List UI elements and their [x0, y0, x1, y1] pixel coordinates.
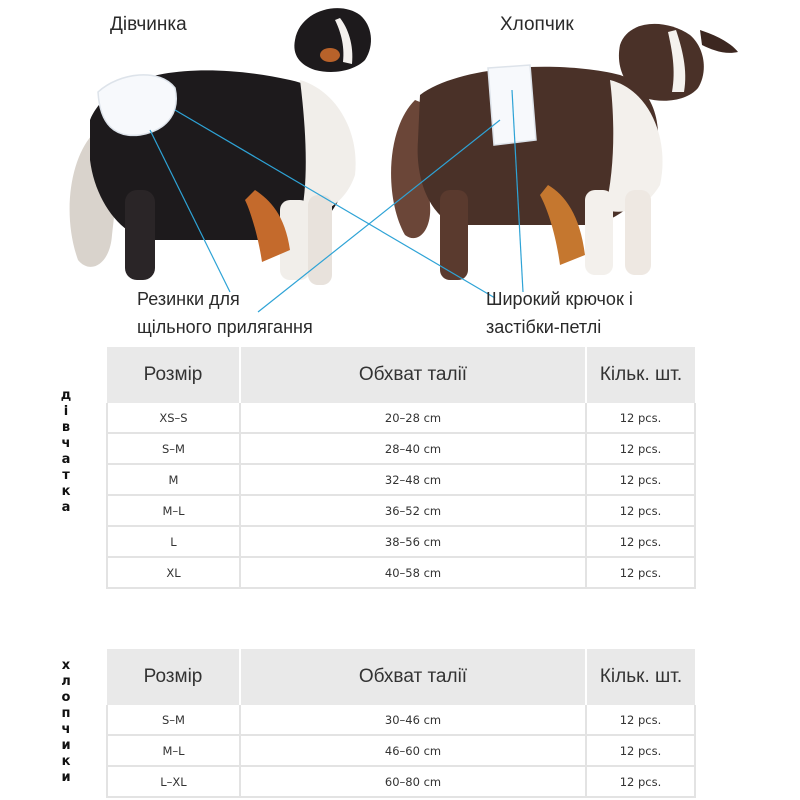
quantity-cell: 12 pcs.	[586, 766, 695, 797]
waist-cell: 28–40 cm	[240, 433, 586, 464]
size-cell: L–XL	[107, 766, 240, 797]
table-row	[107, 766, 695, 797]
quantity-cell: 12 pcs.	[586, 705, 695, 735]
male-dog-ear	[700, 30, 738, 53]
waist-cell: 32–48 cm	[240, 464, 586, 495]
quantity-cell: 12 pcs.	[586, 464, 695, 495]
side-label-letter: т	[62, 468, 70, 483]
quantity-cell: 12 pcs.	[586, 433, 695, 464]
table-row	[107, 495, 695, 526]
table-header-row	[107, 649, 695, 705]
female-size-table	[106, 347, 696, 589]
hook-feature-line: застібки-петлі	[486, 317, 602, 337]
size-cell: M	[107, 464, 240, 495]
side-label-letter: д	[60, 388, 72, 403]
hook-feature-line: Широкий крючок і	[486, 289, 633, 309]
female-dog-cheek	[320, 48, 340, 62]
table-header-row	[107, 347, 695, 403]
elastic-feature-line: щільного прилягання	[137, 317, 313, 337]
side-label-letter: а	[61, 500, 71, 515]
quantity-cell: 12 pcs.	[586, 495, 695, 526]
size-cell: L	[107, 526, 240, 557]
male-size-table	[106, 649, 696, 798]
female-dog-head	[294, 8, 371, 72]
table-row	[107, 526, 695, 557]
hook-feature-label	[486, 285, 633, 341]
male-dog-leg-front2	[625, 190, 651, 275]
male-dog-image	[391, 24, 738, 280]
side-label-letter: п	[61, 706, 71, 721]
female-side-label	[58, 388, 74, 516]
waist-cell: 20–28 cm	[240, 403, 586, 433]
male-dog-leg-back	[440, 190, 468, 280]
column-header-quantity: Кільк. шт.	[586, 347, 695, 403]
female-caption: Дівчинка	[110, 14, 187, 35]
waist-cell: 30–46 cm	[240, 705, 586, 735]
size-cell: S–M	[107, 705, 240, 735]
elastic-feature-label	[137, 285, 313, 341]
table-row	[107, 705, 695, 735]
male-dog-diaper-band	[488, 65, 536, 145]
size-cell: S–M	[107, 433, 240, 464]
column-header-size: Розмір	[107, 649, 240, 705]
column-header-waist: Обхват талії	[240, 649, 586, 705]
side-label-letter: л	[61, 674, 71, 689]
column-header-quantity: Кільк. шт.	[586, 649, 695, 705]
quantity-cell: 12 pcs.	[586, 557, 695, 588]
side-label-letter: и	[61, 770, 71, 785]
male-caption: Хлопчик	[500, 14, 574, 35]
waist-cell: 38–56 cm	[240, 526, 586, 557]
column-header-size: Розмір	[107, 347, 240, 403]
side-label-letter: и	[61, 738, 71, 753]
female-dog-leg-front2	[308, 195, 332, 285]
side-label-letter: в	[61, 420, 71, 435]
side-label-letter: ч	[61, 436, 71, 451]
size-cell: XL	[107, 557, 240, 588]
quantity-cell: 12 pcs.	[586, 403, 695, 433]
side-label-letter: ч	[61, 722, 71, 737]
side-label-letter: х	[61, 658, 71, 673]
female-dog-image	[70, 8, 371, 285]
table-row	[107, 464, 695, 495]
waist-cell: 36–52 cm	[240, 495, 586, 526]
waist-cell: 60–80 cm	[240, 766, 586, 797]
column-header-waist: Обхват талії	[240, 347, 586, 403]
male-side-label	[58, 658, 74, 786]
elastic-feature-line: Резинки для	[137, 289, 240, 309]
side-label-letter: к	[61, 754, 71, 769]
waist-cell: 40–58 cm	[240, 557, 586, 588]
size-cell: M–L	[107, 495, 240, 526]
table-row	[107, 403, 695, 433]
table-row	[107, 735, 695, 766]
male-dog-leg-front	[585, 190, 613, 275]
size-cell: XS–S	[107, 403, 240, 433]
side-label-letter: а	[61, 452, 71, 467]
quantity-cell: 12 pcs.	[586, 526, 695, 557]
side-label-letter: к	[61, 484, 71, 499]
waist-cell: 46–60 cm	[240, 735, 586, 766]
female-dog-leg-back	[125, 190, 155, 280]
product-illustration	[0, 0, 800, 345]
quantity-cell: 12 pcs.	[586, 735, 695, 766]
size-cell: M–L	[107, 735, 240, 766]
side-label-letter: о	[61, 690, 71, 705]
table-row	[107, 433, 695, 464]
table-row	[107, 557, 695, 588]
side-label-letter: і	[63, 404, 69, 419]
